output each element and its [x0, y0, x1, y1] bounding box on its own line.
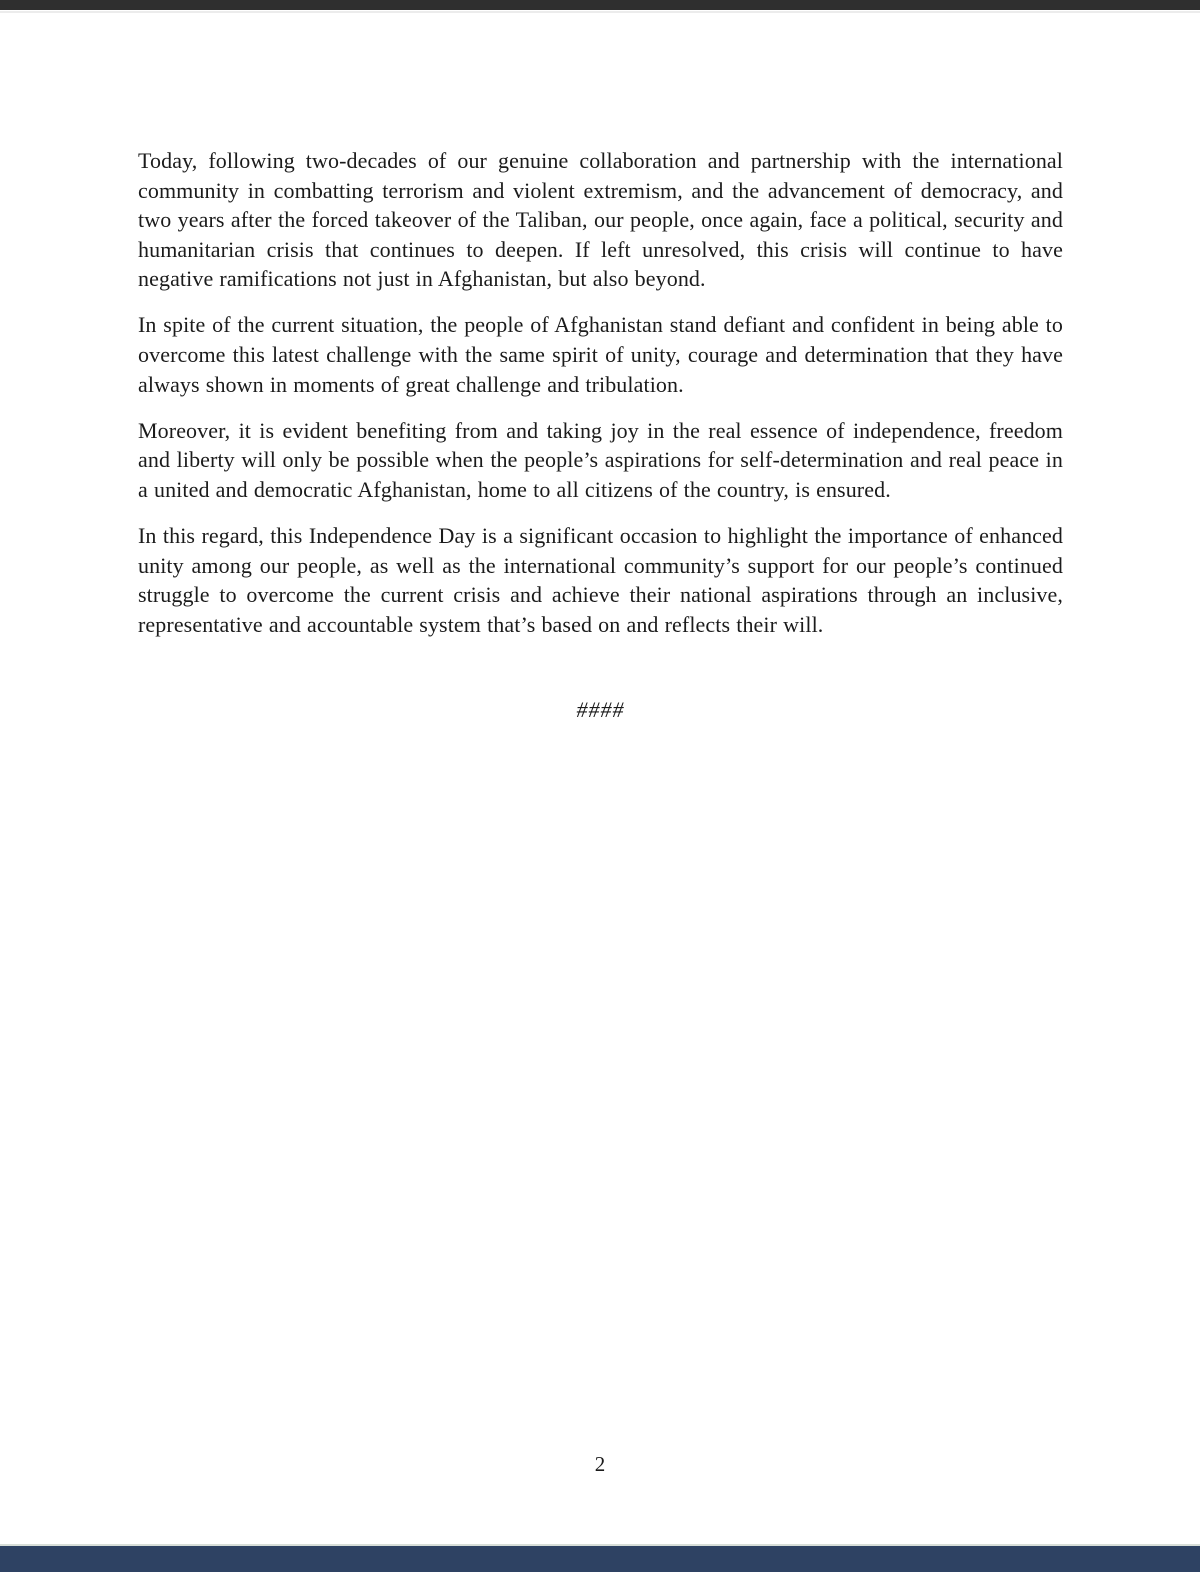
- window-top-bar: [0, 0, 1200, 10]
- body-paragraph: In spite of the current situation, the people of Afghanistan stand defiant and confident in being able to overcome this latest challenge with the same spirit of unity, courage and determination that they have always shown in moments of great challenge and tribulation.: [138, 312, 1063, 397]
- body-paragraph: Today, following two-decades of our genuine collaboration and partnership with the international community in combatting terrorism and violent extremism, and the advancement of democracy, and two years after the forced takeover of the Taliban, our people, once again, face a political, security and humanitarian crisis that continues to deepen. If left unresolved, this crisis will continue to have negative ramifications not just in Afghanistan, but also beyond.: [138, 148, 1063, 292]
- body-paragraph: Moreover, it is evident benefiting from and taking joy in the real essence of independence, freedom and liberty will only be possible when the people’s aspirations for self-determination and real peace in a united and democratic Afghanistan, home to all citizens of the country, is ensured.: [138, 417, 1063, 502]
- body-paragraph: In this regard, this Independence Day is a significant occasion to highlight the importance of enhanced unity among our people, as well as the international community’s support for our people’s continued struggle to overcome the current crisis and achieve their national aspirations through an inclusive, representative and accountable system that’s based on and reflects their will.: [138, 523, 1063, 637]
- footer-bar: [0, 1546, 1200, 1572]
- end-of-text-marker: ####: [576, 697, 625, 723]
- page-number: 2: [594, 1452, 606, 1476]
- document-page-body: [0, 13, 1200, 725]
